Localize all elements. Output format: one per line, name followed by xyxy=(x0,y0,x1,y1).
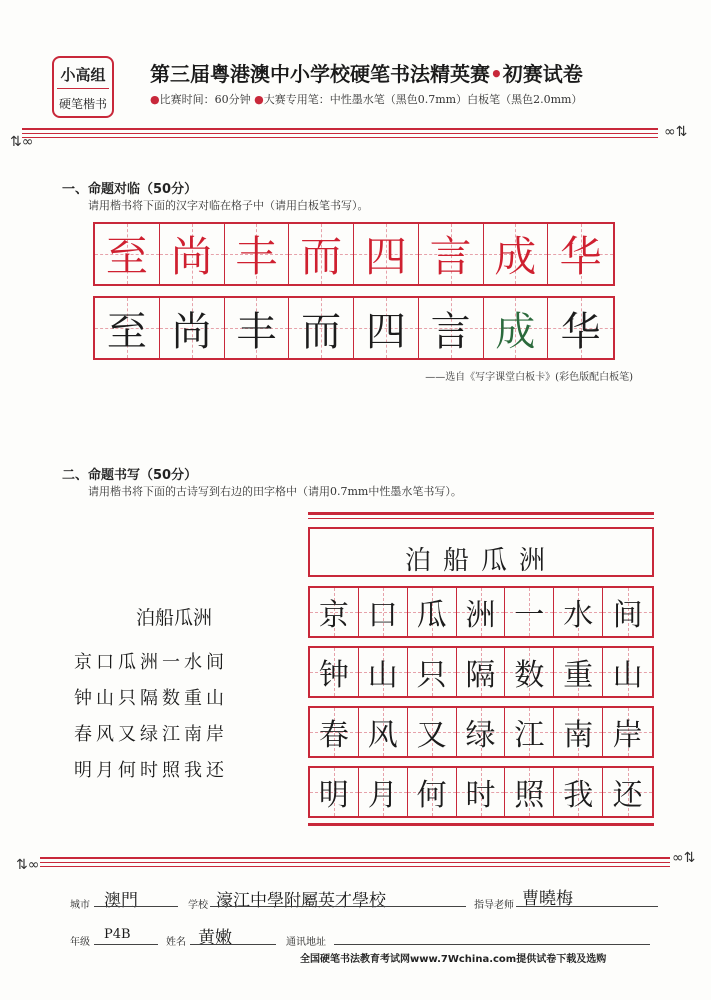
section2-instruction: 请用楷书将下面的古诗写到右边的田字格中（请用0.7mm中性墨水笔书写）。 xyxy=(88,485,462,498)
practice-cell: 水 xyxy=(554,588,603,636)
poem-frame-rule xyxy=(308,512,654,515)
exam-pens: 大赛专用笔：中性墨水笔（黑色0.7mm）白板笔（黑色2.0mm） xyxy=(263,93,583,106)
address-field[interactable] xyxy=(334,944,650,945)
handwritten-poem-title: 泊船瓜洲 xyxy=(405,546,558,576)
school-label: 学校 xyxy=(188,900,208,911)
category-label: 硬笔楷书 xyxy=(58,97,107,111)
poem-line: 明月何时照我还 xyxy=(74,760,228,781)
practice-grid-row xyxy=(308,646,654,698)
page-title: 第三届粤港澳中小学校硬笔书法精英赛•初赛试卷 xyxy=(150,62,583,86)
school-value[interactable]: 濠江中學附屬英才學校 xyxy=(216,891,386,911)
practice-cell: 间 xyxy=(603,588,652,636)
written-cell: 四 xyxy=(354,298,419,358)
practice-cell: 瓜 xyxy=(408,588,457,636)
written-cell: 尚 xyxy=(160,298,225,358)
exam-time: 比赛时间：60分钟 xyxy=(159,93,251,106)
written-cell: 至 xyxy=(95,298,160,358)
practice-cell: 月 xyxy=(359,768,408,816)
printed-poem xyxy=(74,603,274,792)
written-cell: 华 xyxy=(548,298,613,358)
practice-cell: 重 xyxy=(554,648,603,696)
practice-cell: 照 xyxy=(505,768,554,816)
practice-cell: 江 xyxy=(505,708,554,756)
practice-cell: 风 xyxy=(359,708,408,756)
name-label: 姓名 xyxy=(166,937,186,948)
footer-rule xyxy=(40,857,670,859)
source-note: ——选自《写字课堂白板卡》(彩色版配白板笔) xyxy=(425,372,633,383)
model-cell: 而 xyxy=(289,224,354,284)
practice-cell: 还 xyxy=(603,768,652,816)
grade-value[interactable]: P4B xyxy=(104,927,131,942)
model-cell: 四 xyxy=(354,224,419,284)
group-label: 小高组 xyxy=(60,66,106,84)
model-cell: 丰 xyxy=(225,224,290,284)
footer-note: 全国硬笔书法教育考试网www.7Wchina.com提供试卷下载及选购 xyxy=(300,954,607,965)
scroll-ornament-icon: ⇅∞ xyxy=(10,134,34,150)
city-label: 城市 xyxy=(70,900,90,911)
poem-frame-rule xyxy=(308,823,654,826)
poem-line: 钟山只隔数重山 xyxy=(74,688,228,709)
practice-cell: 数 xyxy=(505,648,554,696)
practice-cell: 山 xyxy=(359,648,408,696)
practice-cell: 时 xyxy=(457,768,506,816)
written-cell: 言 xyxy=(419,298,484,358)
practice-cell: 明 xyxy=(310,768,359,816)
practice-cell: 京 xyxy=(310,588,359,636)
scroll-ornament-icon: ⇅∞ xyxy=(16,857,40,873)
poem-line: 春风又绿江南岸 xyxy=(74,724,228,745)
grade-label: 年级 xyxy=(70,937,90,948)
teacher-label: 指导老师 xyxy=(474,900,514,911)
practice-grid-row xyxy=(308,766,654,818)
header-rule xyxy=(22,128,658,130)
city-value[interactable]: 澳門 xyxy=(104,891,138,911)
model-char-grid xyxy=(93,222,615,286)
practice-cell: 南 xyxy=(554,708,603,756)
section2-title: 二、命题书写（50分） xyxy=(62,468,198,483)
practice-cell: 何 xyxy=(408,768,457,816)
practice-cell: 只 xyxy=(408,648,457,696)
teacher-value[interactable]: 曹曉梅 xyxy=(522,889,573,909)
poem-title: 泊船瓜洲 xyxy=(135,607,212,629)
practice-cell: 春 xyxy=(310,708,359,756)
address-label: 通讯地址 xyxy=(286,937,326,948)
model-cell: 言 xyxy=(419,224,484,284)
section1-title: 一、命题对临（50分） xyxy=(62,182,198,197)
scroll-ornament-icon: ∞⇅ xyxy=(672,850,696,866)
practice-cell: 洲 xyxy=(457,588,506,636)
model-cell: 至 xyxy=(95,224,160,284)
practice-cell: 隔 xyxy=(457,648,506,696)
written-char-grid xyxy=(93,296,615,360)
model-cell: 成 xyxy=(484,224,549,284)
group-badge xyxy=(52,56,114,118)
written-cell: 丰 xyxy=(225,298,290,358)
practice-grid-row xyxy=(308,586,654,638)
poem-line: 京口瓜洲一水间 xyxy=(74,652,228,673)
model-cell: 尚 xyxy=(160,224,225,284)
scroll-ornament-icon: ∞⇅ xyxy=(664,124,688,140)
practice-cell: 钟 xyxy=(310,648,359,696)
practice-cell: 一 xyxy=(505,588,554,636)
practice-cell: 口 xyxy=(359,588,408,636)
written-cell: 成 xyxy=(484,298,549,358)
written-cell: 而 xyxy=(289,298,354,358)
model-cell: 华 xyxy=(548,224,613,284)
practice-grid-row xyxy=(308,706,654,758)
section1-instruction: 请用楷书将下面的汉字对临在格子中（请用白板笔书写）。 xyxy=(88,199,369,212)
practice-cell: 山 xyxy=(603,648,652,696)
practice-cell: 又 xyxy=(408,708,457,756)
practice-cell: 我 xyxy=(554,768,603,816)
exam-rules: ●比赛时间：60分钟 ●大赛专用笔：中性墨水笔（黑色0.7mm）白板笔（黑色2.0mm） xyxy=(150,93,583,106)
name-value[interactable]: 黄嫩 xyxy=(198,928,232,948)
practice-cell: 绿 xyxy=(457,708,506,756)
practice-cell: 岸 xyxy=(603,708,652,756)
